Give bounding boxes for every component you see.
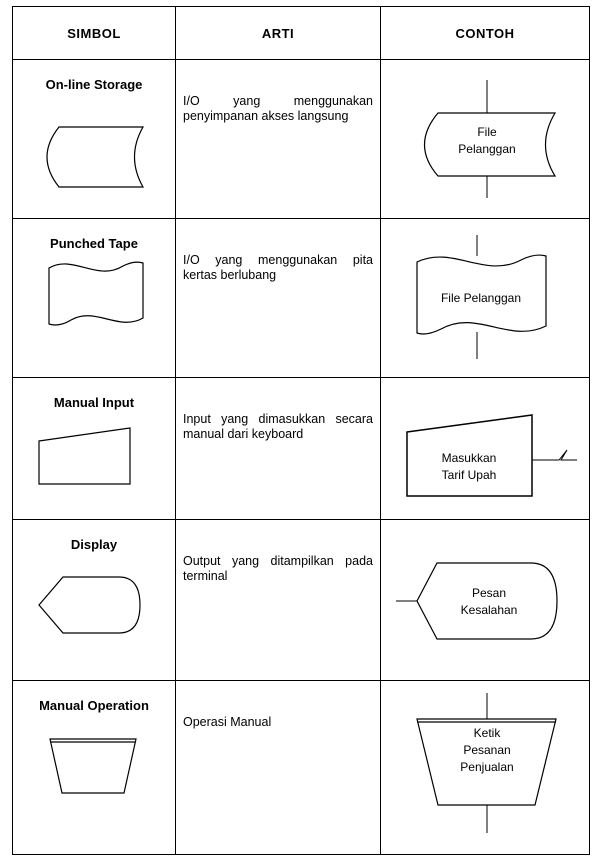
meaning-cell	[176, 219, 381, 378]
punched-tape-symbol-icon	[13, 219, 176, 377]
meaning-cell	[176, 681, 381, 855]
display-symbol-icon	[13, 520, 176, 680]
symbol-meaning: Output yang ditampilkan pada terminal	[183, 554, 373, 583]
symbol-name: Display	[70, 537, 118, 552]
symbol-name: On-line Storage	[45, 77, 143, 92]
example-cell	[381, 681, 590, 855]
symbol-meaning: I/O yang menggunakan pita kertas berlubang	[183, 253, 373, 282]
table-header-row	[13, 7, 590, 60]
symbol-cell	[13, 681, 176, 855]
symbol-name: Manual Operation	[39, 698, 149, 713]
online-storage-symbol-icon	[13, 60, 176, 218]
header-contoh: CONTOH	[381, 7, 590, 60]
symbol-meaning: I/O yang menggunakan penyimpanan akses langsung	[183, 94, 373, 123]
table-row	[13, 219, 590, 378]
meaning-cell	[176, 520, 381, 681]
symbol-cell	[13, 520, 176, 681]
header-arti: ARTI	[176, 7, 381, 60]
symbol-meaning: Operasi Manual	[183, 715, 272, 729]
table-row	[13, 520, 590, 681]
table-row	[13, 681, 590, 855]
example-label: Masukkan Tarif Upah	[441, 451, 497, 482]
symbol-cell	[13, 219, 176, 378]
example-cell	[381, 520, 590, 681]
table-row	[13, 378, 590, 520]
flowchart-symbol-table	[12, 6, 590, 855]
example-label: File Pelanggan	[458, 125, 516, 156]
symbol-name: Manual Input	[53, 395, 135, 410]
example-cell	[381, 378, 590, 520]
symbol-cell	[13, 60, 176, 219]
manual-operation-symbol-icon	[13, 681, 176, 854]
table-row	[13, 60, 590, 219]
example-cell	[381, 60, 590, 219]
symbol-name: Punched Tape	[50, 236, 138, 251]
meaning-cell	[176, 378, 381, 520]
manual-input-symbol-icon	[13, 378, 176, 519]
example-cell	[381, 219, 590, 378]
example-label: Ketik Pesanan Penjualan	[460, 726, 514, 774]
manual-input-example-icon	[381, 378, 590, 519]
symbol-meaning: Input yang dimasukkan secara manual dari keyboard	[183, 412, 373, 441]
example-label: Pesan Kesalahan	[460, 586, 518, 617]
meaning-cell	[176, 60, 381, 219]
example-label: File Pelanggan	[440, 291, 522, 305]
header-simbol: SIMBOL	[13, 7, 176, 60]
symbol-cell	[13, 378, 176, 520]
